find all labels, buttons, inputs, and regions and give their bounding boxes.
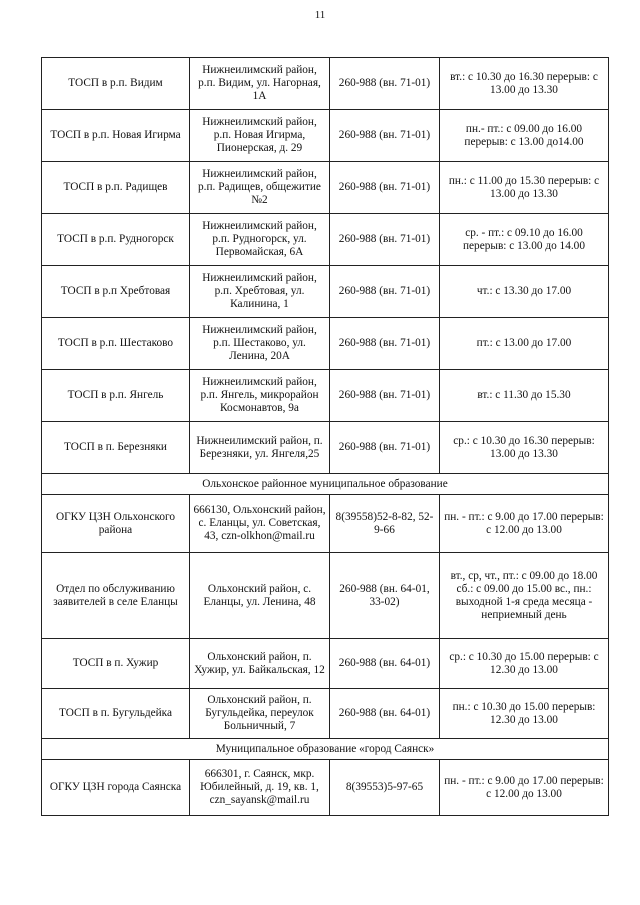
office-phone: 260-988 (вн. 64-01) — [330, 689, 440, 739]
table-row — [42, 162, 609, 214]
table-row — [42, 553, 609, 639]
office-hours: вт.: с 11.30 до 15.30 — [440, 370, 609, 422]
table-row — [42, 58, 609, 110]
office-phone: 260-988 (вн. 64-01, 33-02) — [330, 553, 440, 639]
office-name: Отдел по обслуживанию заявителей в селе Еланцы — [42, 553, 190, 639]
office-hours: вт., ср, чт., пт.: с 09.00 до 18.00 сб.: с 09.00 до 15.00 вс., пн.: выходной 1-я среда месяца - неприемный день — [440, 553, 609, 639]
office-phone: 260-988 (вн. 64-01) — [330, 639, 440, 689]
section-title: Муниципальное образование «город Саянск» — [42, 739, 609, 760]
office-hours: вт.: с 10.30 до 16.30 перерыв: с 13.00 до 13.30 — [440, 58, 609, 110]
office-name: ТОСП в р.п Хребтовая — [42, 266, 190, 318]
office-name: ТОСП в р.п. Янгель — [42, 370, 190, 422]
office-name: ТОСП в п. Березняки — [42, 422, 190, 474]
office-address: Нижнеилимский район, р.п. Янгель, микрорайон Космонавтов, 9а — [190, 370, 330, 422]
office-name: ТОСП в р.п. Новая Игирма — [42, 110, 190, 162]
office-phone: 260-988 (вн. 71-01) — [330, 370, 440, 422]
office-address: Нижнеилимский район, р.п. Рудногорск, ул. Первомайская, 6А — [190, 214, 330, 266]
office-name: ОГКУ ЦЗН города Саянска — [42, 760, 190, 816]
office-name: ТОСП в р.п. Видим — [42, 58, 190, 110]
table-row — [42, 266, 609, 318]
office-name: ТОСП в р.п. Рудногорск — [42, 214, 190, 266]
office-hours: ср. - пт.: с 09.10 до 16.00 перерыв: с 13.00 до 14.00 — [440, 214, 609, 266]
office-hours: ср.: с 10.30 до 16.30 перерыв: 13.00 до 13.30 — [440, 422, 609, 474]
office-name: ТОСП в п. Бугульдейка — [42, 689, 190, 739]
office-address: Нижнеилимский район, р.п. Видим, ул. Нагорная, 1А — [190, 58, 330, 110]
service-offices-table — [41, 57, 609, 816]
page-number: 11 — [314, 9, 326, 21]
office-address: Нижнеилимский район, р.п. Новая Игирма, Пионерская, д. 29 — [190, 110, 330, 162]
office-hours: пн.: с 10.30 до 15.00 перерыв: 12.30 до 13.00 — [440, 689, 609, 739]
office-name: ОГКУ ЦЗН Ольхонского района — [42, 495, 190, 553]
table-row — [42, 495, 609, 553]
table-row — [42, 214, 609, 266]
table-row — [42, 110, 609, 162]
office-address: Ольхонский район, п. Бугульдейка, переулок Больничный, 7 — [190, 689, 330, 739]
office-phone: 8(39558)52-8-82, 52-9-66 — [330, 495, 440, 553]
office-address: Нижнеилимский район, п. Березняки, ул. Янгеля,25 — [190, 422, 330, 474]
office-phone: 260-988 (вн. 71-01) — [330, 162, 440, 214]
table-row — [42, 370, 609, 422]
section-header-row — [42, 474, 609, 495]
office-phone: 260-988 (вн. 71-01) — [330, 318, 440, 370]
table-row — [42, 689, 609, 739]
table-row — [42, 760, 609, 816]
table-row — [42, 639, 609, 689]
section-title: Ольхонское районное муниципальное образование — [42, 474, 609, 495]
office-hours: пн. - пт.: с 9.00 до 17.00 перерыв: с 12.00 до 13.00 — [440, 495, 609, 553]
office-address: Нижнеилимский район, р.п. Радищев, общежитие №2 — [190, 162, 330, 214]
table-row — [42, 422, 609, 474]
office-phone: 260-988 (вн. 71-01) — [330, 422, 440, 474]
office-hours: пт.: с 13.00 до 17.00 — [440, 318, 609, 370]
office-hours: пн.- пт.: с 09.00 до 16.00 перерыв: с 13.00 до14.00 — [440, 110, 609, 162]
office-name: ТОСП в р.п. Шестаково — [42, 318, 190, 370]
office-address: Нижнеилимский район, р.п. Шестаково, ул. Ленина, 20А — [190, 318, 330, 370]
office-address: 666130, Ольхонский район, с. Еланцы, ул. Советская, 43, czn-olkhon@mail.ru — [190, 495, 330, 553]
office-hours: чт.: с 13.30 до 17.00 — [440, 266, 609, 318]
office-name: ТОСП в п. Хужир — [42, 639, 190, 689]
table-row — [42, 318, 609, 370]
office-phone: 260-988 (вн. 71-01) — [330, 58, 440, 110]
office-phone: 260-988 (вн. 71-01) — [330, 214, 440, 266]
office-hours: пн. - пт.: с 9.00 до 17.00 перерыв: с 12.00 до 13.00 — [440, 760, 609, 816]
office-name: ТОСП в р.п. Радищев — [42, 162, 190, 214]
office-phone: 8(39553)5-97-65 — [330, 760, 440, 816]
office-address: Ольхонский район, п. Хужир, ул. Байкальская, 12 — [190, 639, 330, 689]
office-phone: 260-988 (вн. 71-01) — [330, 266, 440, 318]
office-address: 666301, г. Саянск, мкр. Юбилейный, д. 19, кв. 1, czn_sayansk@mail.ru — [190, 760, 330, 816]
section-header-row — [42, 739, 609, 760]
office-hours: ср.: с 10.30 до 15.00 перерыв: с 12.30 до 13.00 — [440, 639, 609, 689]
office-hours: пн.: с 11.00 до 15.30 перерыв: с 13.00 до 13.30 — [440, 162, 609, 214]
office-address: Ольхонский район, с. Еланцы, ул. Ленина, 48 — [190, 553, 330, 639]
office-phone: 260-988 (вн. 71-01) — [330, 110, 440, 162]
office-address: Нижнеилимский район, р.п. Хребтовая, ул. Калинина, 1 — [190, 266, 330, 318]
